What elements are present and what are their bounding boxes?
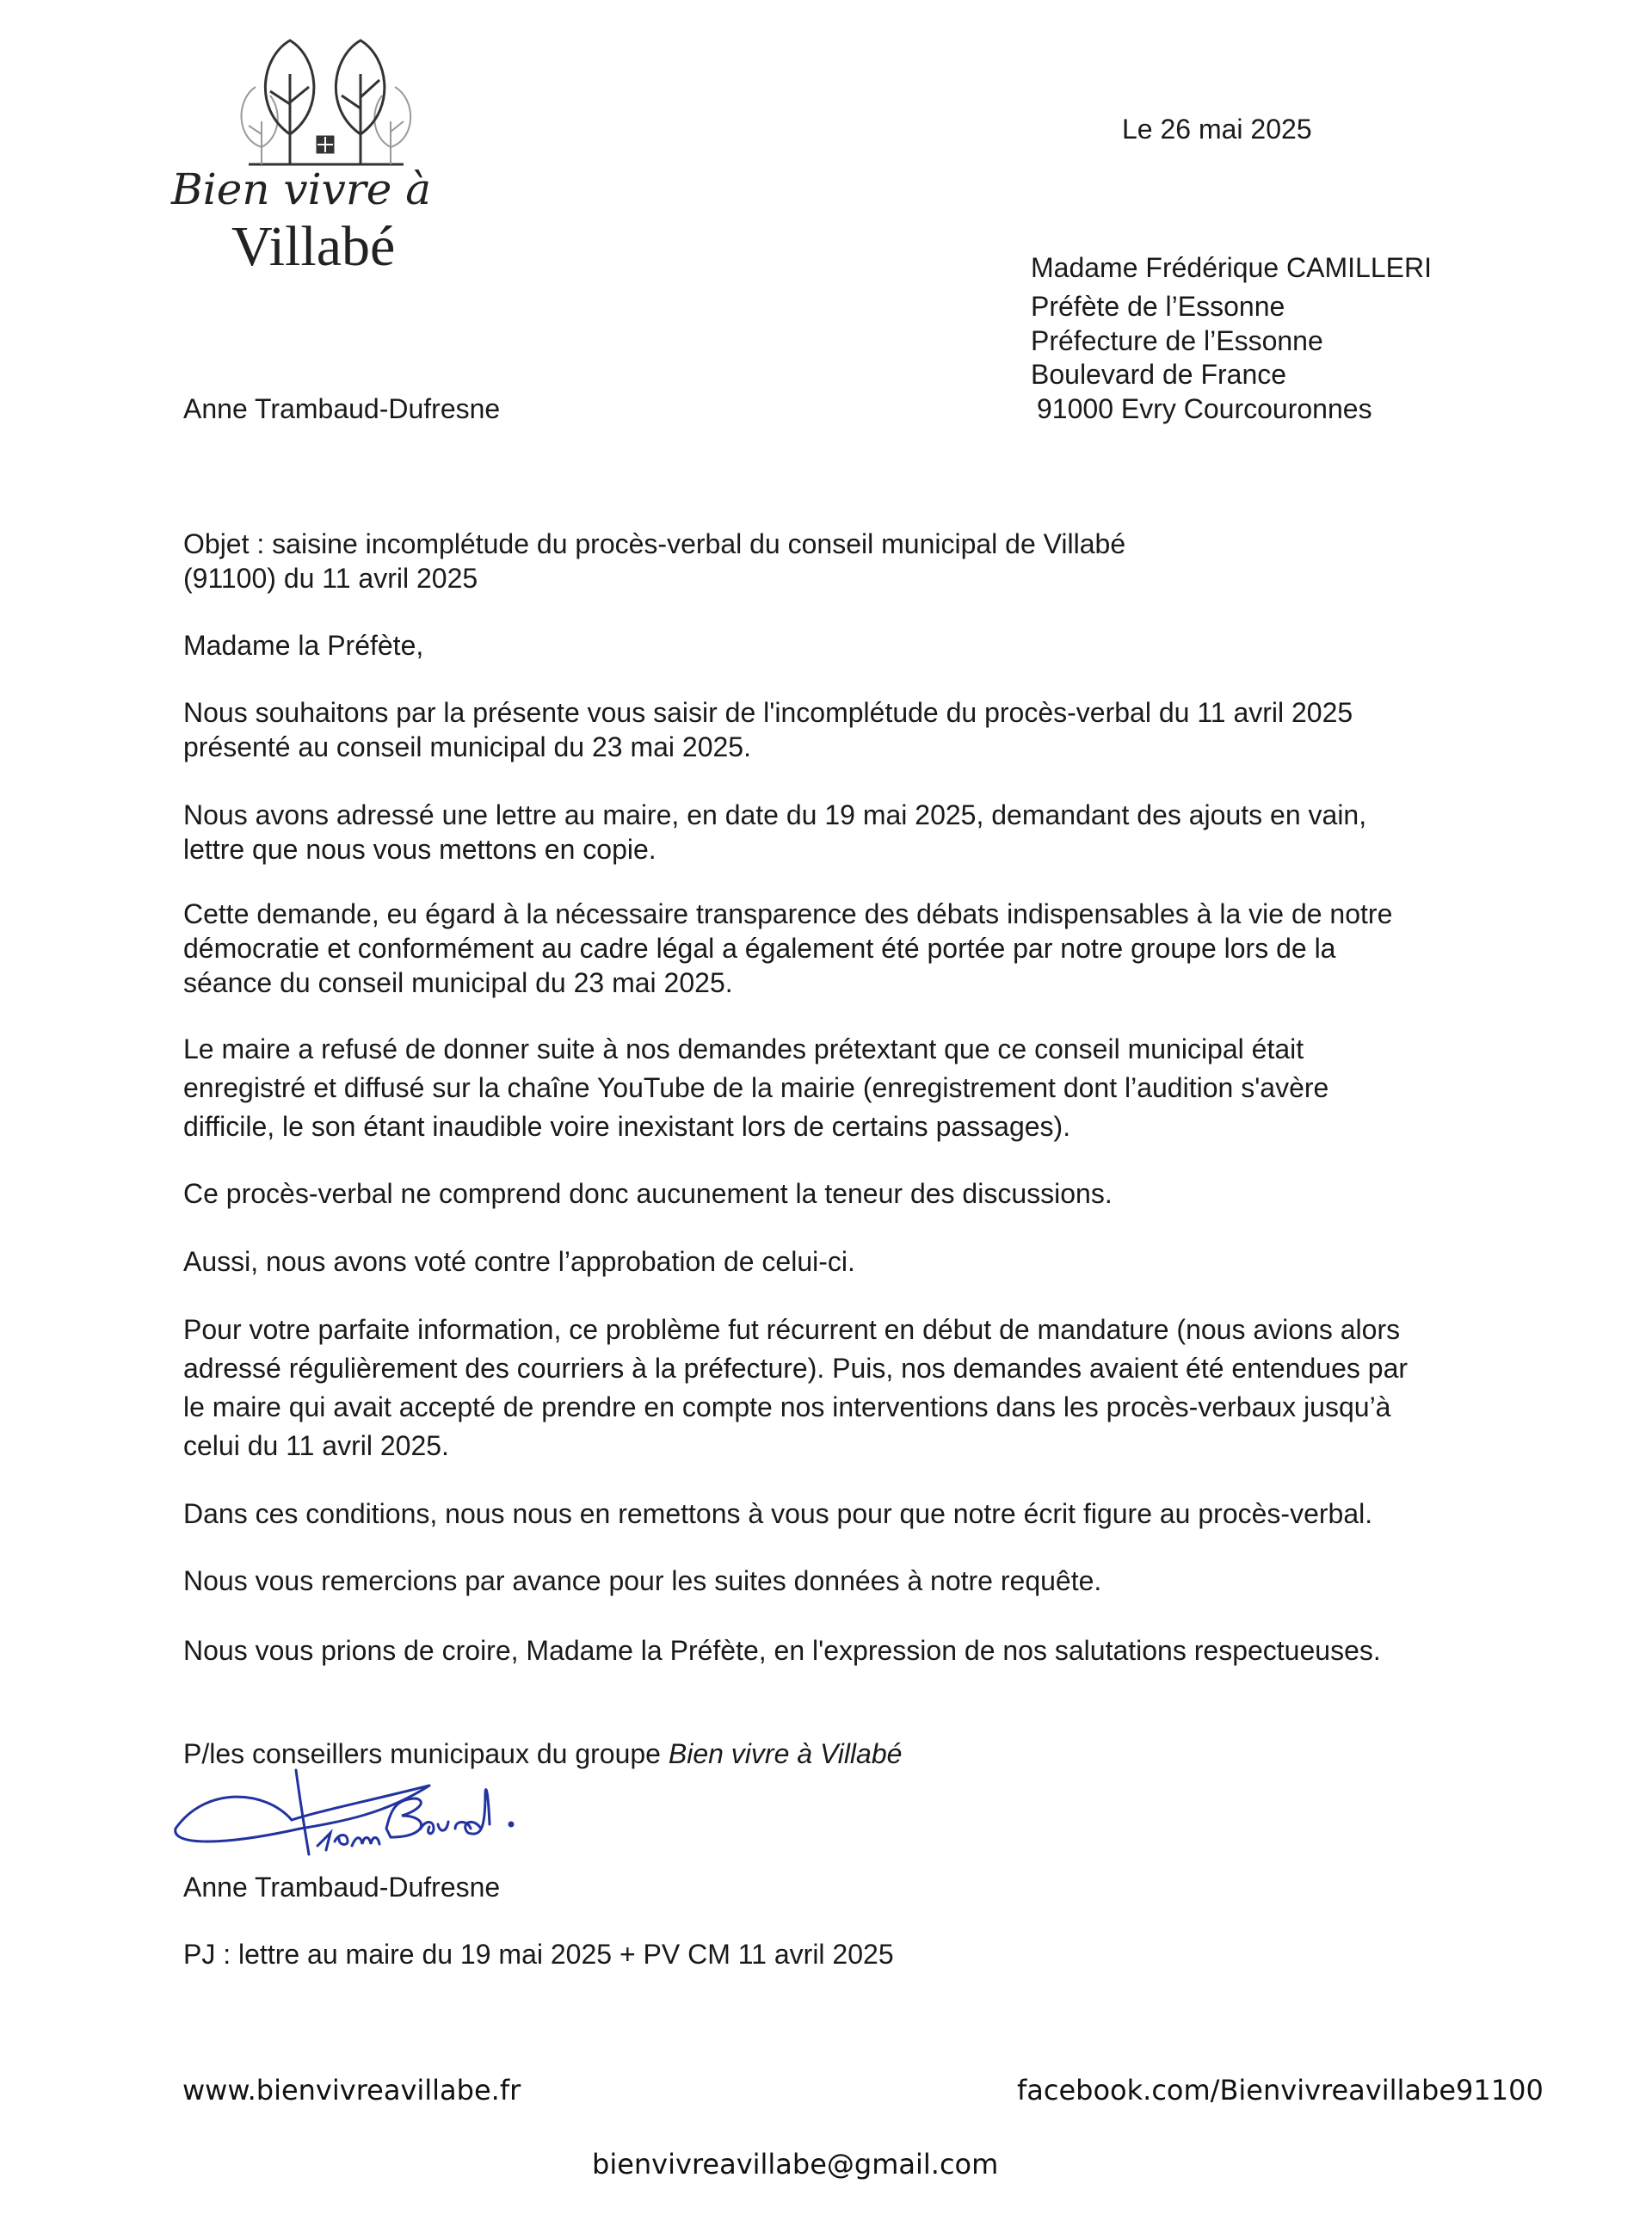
paragraph: Cette demande, eu égard à la nécessaire transparence des débats indispensables à la vie de notre démocratie et conformément au cadre légal a également été portée par notre groupe lors de la séance du conseil municipal du 23 mai 2025.: [183, 898, 1393, 998]
handwritten-signature: [171, 1760, 619, 1867]
recipient-name: Madame Frédérique CAMILLERI: [1031, 252, 1432, 283]
paragraph: Aussi, nous avons voté contre l’approbation de celui-ci.: [183, 1246, 855, 1277]
footer-email: bienvivreavillabe@gmail.com: [592, 2148, 999, 2181]
logo-tagline: Bien vivre à: [171, 164, 432, 214]
paragraph: Nous vous remercions par avance pour les suites données à notre requête.: [183, 1565, 1102, 1596]
paragraph: Nous souhaitons par la présente vous saisir de l'incomplétude du procès-verbal du 11 avril 2025 présenté au conseil municipal du 23 mai 2025.: [183, 697, 1353, 762]
signatory-name: Anne Trambaud-Dufresne: [183, 1872, 501, 1903]
letter-date: Le 26 mai 2025: [1122, 114, 1312, 145]
trees-house-icon: [231, 35, 421, 173]
paragraph: Nous avons adressé une lettre au maire, en date du 19 mai 2025, demandant des ajouts en vain, lettre que nous vous mettons en copie.: [183, 799, 1367, 865]
footer-facebook: facebook.com/Bienvivreavillabe91100: [1017, 2074, 1544, 2107]
group-line-prefix: P/les conseillers municipaux du groupe: [183, 1738, 669, 1769]
attachments: PJ : lettre au maire du 19 mai 2025 + PV CM 11 avril 2025: [183, 1939, 894, 1970]
paragraph: Le maire a refusé de donner suite à nos demandes prétextant que ce conseil municipal était enregistré et diffusé sur la chaîne YouTube de la mairie (enregistrement dont l’audition s'avère difficile, le son étant inaudible voire inexistant lors de certains passages).: [183, 1033, 1329, 1142]
closing-paragraph: Nous vous prions de croire, Madame la Préfète, en l'expression de nos salutations respectueuses.: [183, 1635, 1381, 1666]
paragraph: Ce procès-verbal ne comprend donc aucunement la teneur des discussions.: [183, 1178, 1113, 1209]
logo: [171, 35, 464, 281]
salutation: Madame la Préfète,: [183, 630, 424, 661]
footer-website: www.bienvivreavillabe.fr: [182, 2074, 521, 2107]
sender-name: Anne Trambaud-Dufresne: [183, 393, 501, 424]
recipient-title: Préfète de l’Essonne: [1031, 291, 1285, 322]
paragraph: Dans ces conditions, nous nous en remettons à vous pour que notre écrit figure au procès-verbal.: [183, 1498, 1373, 1529]
recipient-city: 91000 Evry Courcouronnes: [1037, 393, 1372, 424]
logo-name: Villabé: [231, 215, 396, 278]
group-name: Bien vivre à Villabé: [668, 1738, 903, 1769]
paragraph: Pour votre parfaite information, ce problème fut récurrent en début de mandature (nous avions alors adressé régulièrement des courriers à la préfecture). Puis, nos demandes avaient été entendues par le maire qui avait accepté de prendre en compte nos interventions dans les procès-verbaux jusqu’à celui du 11 avril 2025.: [183, 1314, 1409, 1461]
recipient-street: Boulevard de France: [1031, 359, 1287, 390]
recipient-office: Préfecture de l’Essonne: [1031, 325, 1323, 356]
subject-line: Objet : saisine incomplétude du procès-verbal du conseil municipal de Villabé (91100) du 11 avril 2025: [183, 528, 1126, 594]
